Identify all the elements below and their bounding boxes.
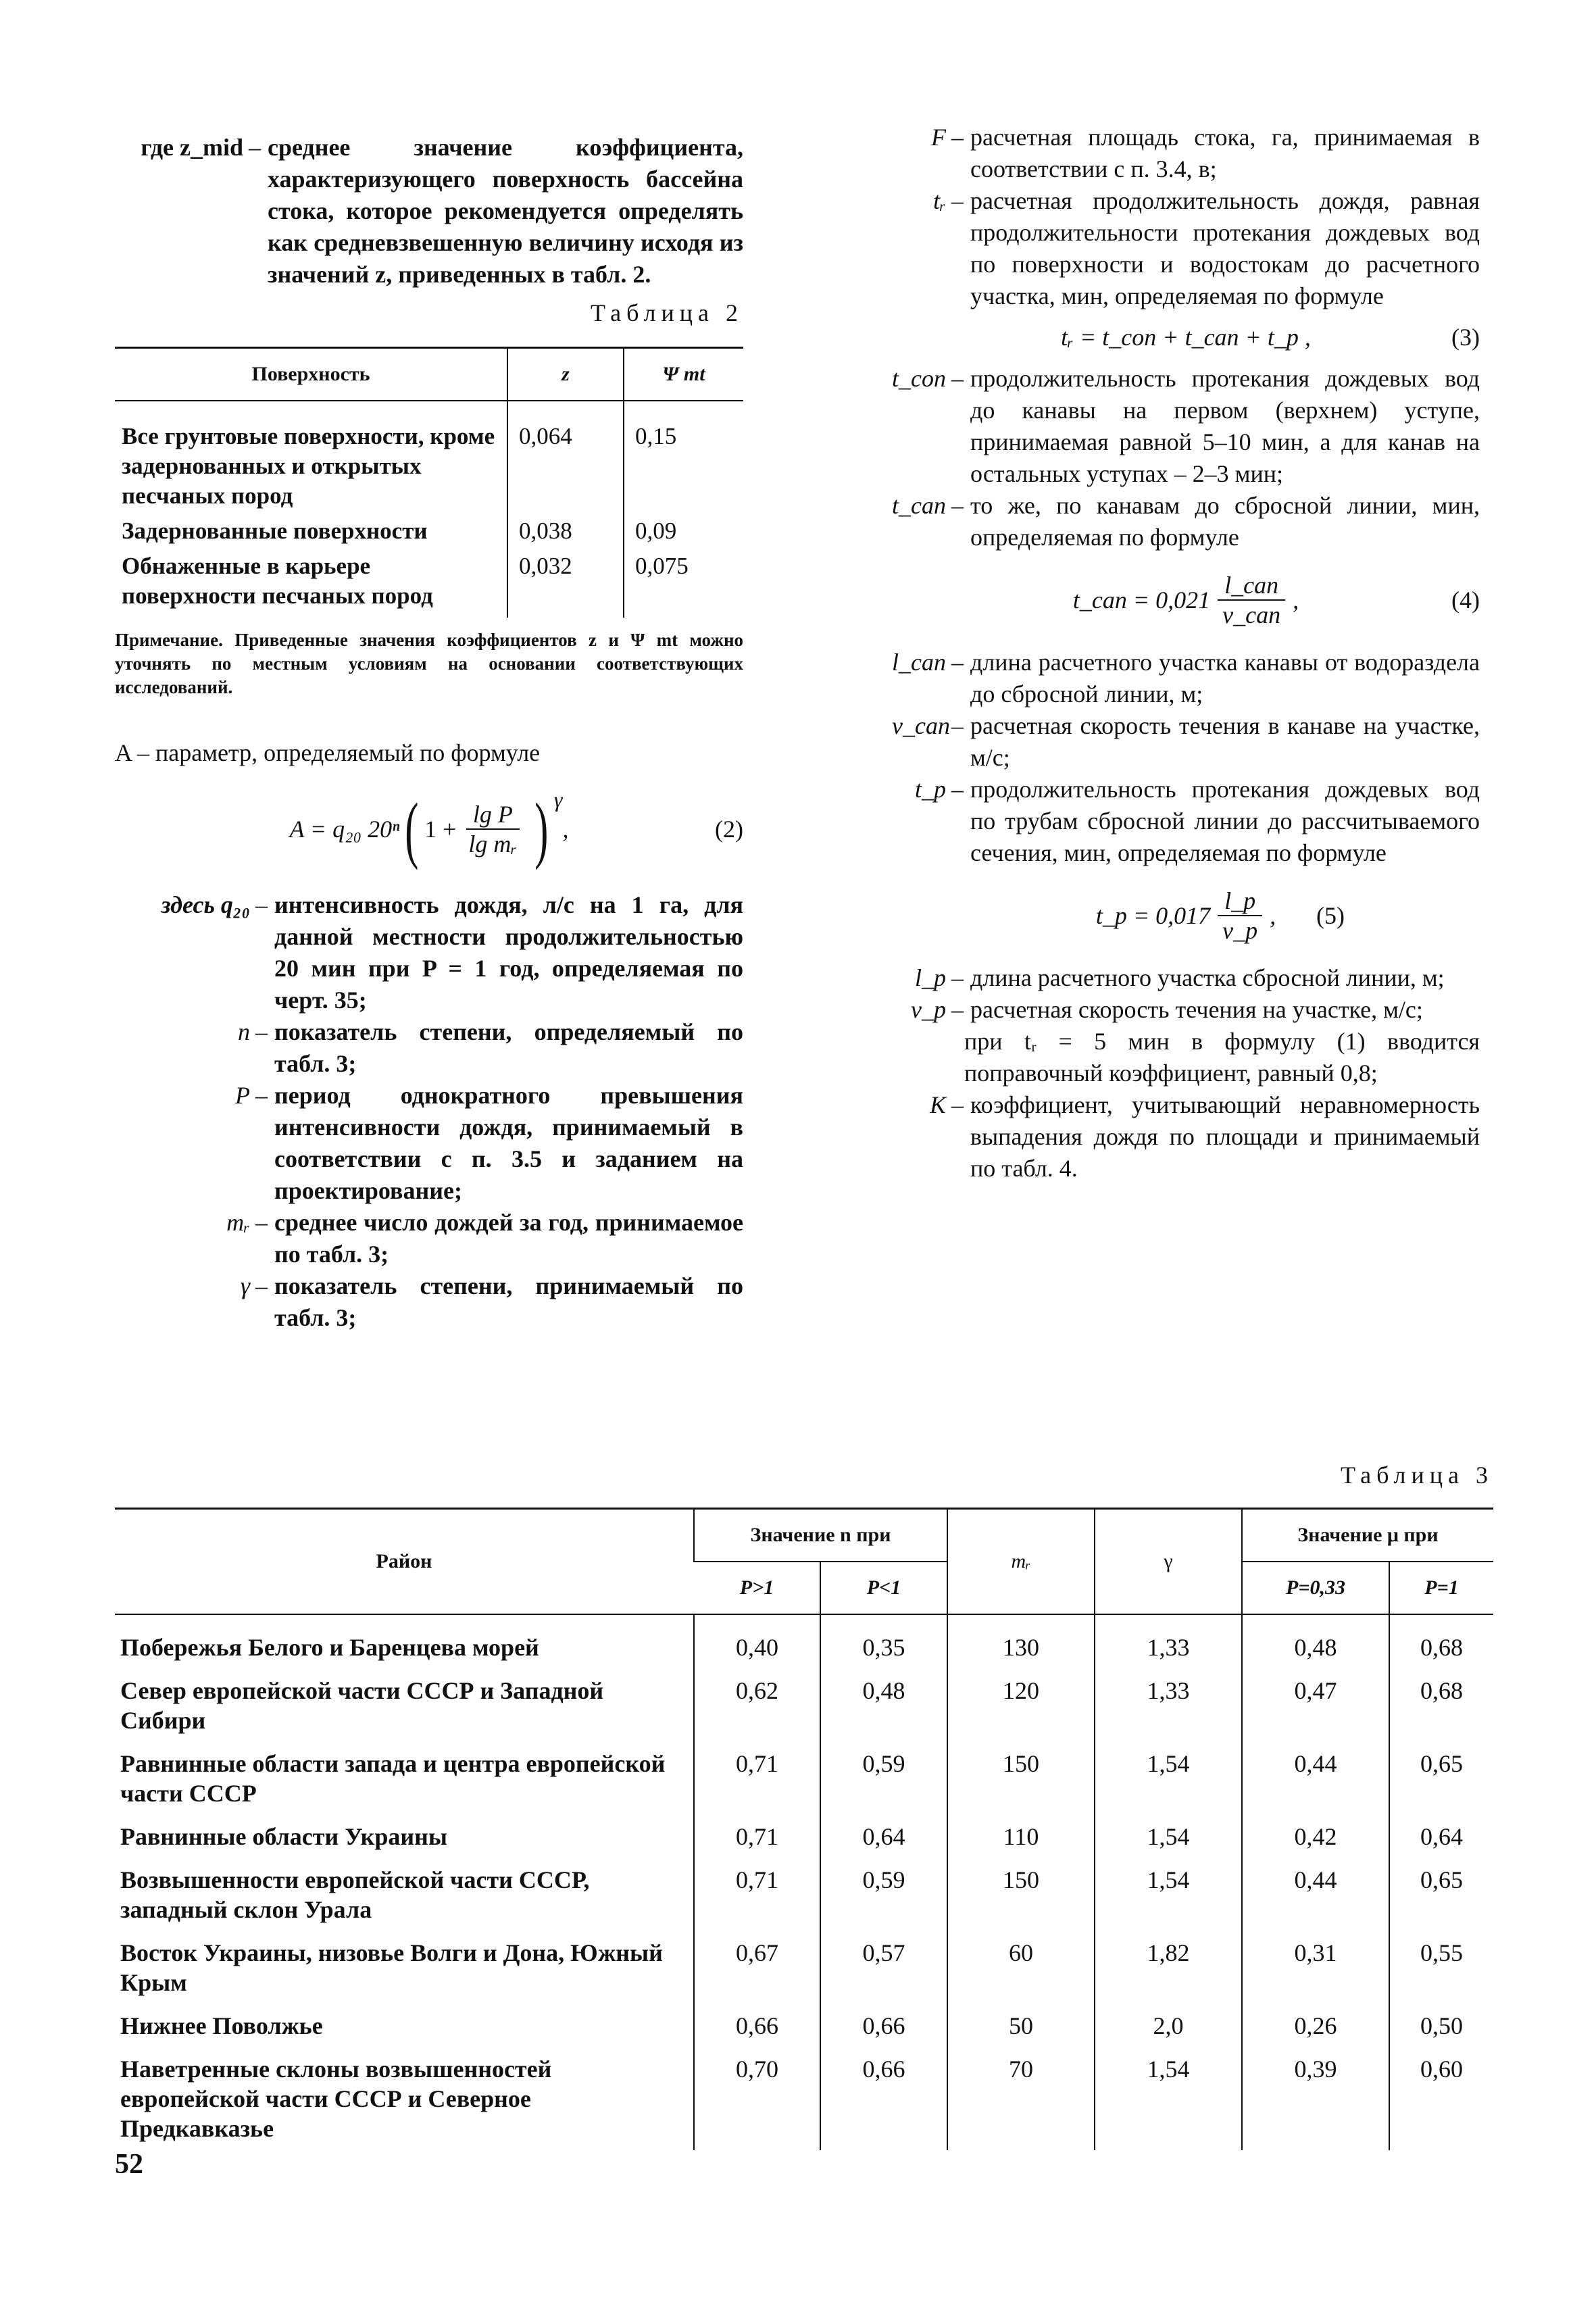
definitions-group-4: [892, 962, 1480, 1185]
table2-header-z: z: [507, 348, 624, 401]
formula2-denominator: lg mᵣ: [468, 830, 518, 857]
table-row: [115, 1815, 1493, 1858]
formula2-fraction: [462, 800, 524, 858]
table3-cell-mu-1: 0,64: [1389, 1815, 1493, 1858]
definition-text: то же, по канавам до сбросной линии, мин, определяемая по формуле: [970, 492, 1480, 551]
table3-cell-gamma: 1,54: [1095, 1742, 1242, 1815]
definition-row: n – показатель степени, определяемый по табл. 3;: [115, 1016, 743, 1080]
table-row: [115, 1742, 1493, 1815]
table2-cell-psi: 0,075: [624, 549, 743, 618]
definitions-group-1: [892, 122, 1480, 312]
table3-cell-region: Наветренные склоны возвышенностей европейской части СССР и Северное Предкавказье: [120, 2056, 552, 2142]
table3-cell-n-gt: 0,67: [694, 1931, 820, 2004]
table3-header-region: Район: [115, 1509, 694, 1615]
table3-header-mu-group: Значение μ при: [1242, 1509, 1493, 1562]
formula-4: t_can = 0,021 $\frac{\text{l\_can}}{\text{v\_can}}$ , (4): [1072, 572, 1480, 628]
table2-caption: Таблица 2: [591, 299, 743, 326]
definition-symbol: где z_mid: [141, 134, 243, 161]
table-2: [115, 347, 743, 618]
definition-text: среднее значение коэффициента, характеризующего поверхность бассейна стока, которое рекомендуется определять как средневзвешенную величину исходя из значений z, приведенных в табл. 2.: [268, 134, 743, 288]
table-row: [115, 1931, 1493, 2004]
definition-text: показатель степени, определяемый по табл. 3;: [274, 1018, 743, 1077]
table3-cell-mr: 60: [947, 1931, 1095, 2004]
table3-cell-n-gt: 0,66: [694, 2004, 820, 2047]
intro-definition: где z_mid – среднее значение коэффициента, характеризующего поверхность бассейна стока, которое рекомендуется определять как средневзвешенную величину исходя из значений z, приведенных в табл. 2.: [115, 132, 743, 291]
formula2-lhs: A = q₂₀ 20ⁿ: [289, 815, 400, 843]
definition-row: l_can – длина расчетного участка канавы от водораздела до сбросной линии, м;: [892, 647, 1480, 710]
definition-row: tᵣ – расчетная продолжительность дождя, равная продолжительности протекания дождевых вод по поверхности и водостокам до расчетного участка, мин, определяемая по формуле: [892, 185, 1480, 312]
table3-cell-n-gt: 0,70: [694, 2047, 820, 2150]
table3-cell-region: Север европейской части СССР и Западной Сибири: [120, 1677, 604, 1734]
formula4-fraction: [1216, 571, 1287, 629]
definition-row: здесь q₂₀ – интенсивность дождя, л/с на 1 га, для данной местности продолжительностью 20 мин при P = 1 год, определяемая по черт. 35;: [115, 889, 743, 1016]
table3-header-n-gt: P>1: [694, 1562, 820, 1614]
table3-cell-mr: 120: [947, 1669, 1095, 1742]
table-row: [115, 1858, 1493, 1931]
left-column: [115, 132, 743, 1334]
definition-text: период однократного превышения интенсивности дождя, принимаемый в соответствии с п. 3.5 и заданием на проектирование;: [274, 1082, 743, 1204]
definition-row: [892, 1026, 1480, 1089]
table3-cell-mu-1: 0,60: [1389, 2047, 1493, 2150]
formula4-denominator: v_can: [1222, 601, 1281, 628]
table3-cell-mu-033: 0,44: [1242, 1742, 1389, 1815]
table3-cell-mu-1: 0,65: [1389, 1742, 1493, 1815]
table3-cell-region: Равнинные области запада и центра европейской части СССР: [120, 1750, 666, 1807]
definition-text: показатель степени, принимаемый по табл. 3;: [274, 1272, 743, 1331]
definitions-group-2: [892, 363, 1480, 553]
right-column: [892, 122, 1480, 1185]
table3-cell-gamma: 1,54: [1095, 1815, 1242, 1858]
definition-row: γ – показатель степени, принимаемый по табл. 3;: [115, 1270, 743, 1334]
table3-header-gamma: γ: [1095, 1509, 1242, 1615]
formula2-number: (2): [715, 815, 743, 843]
table2-header-psi: Ψ mt: [624, 348, 743, 401]
table3-cell-mu-1: 0,50: [1389, 2004, 1493, 2047]
table3-header-mu-1: P=1: [1389, 1562, 1493, 1614]
table3-cell-mu-033: 0,39: [1242, 2047, 1389, 2150]
definition-text: расчетная скорость течения на участке, м/с;: [970, 996, 1423, 1023]
definition-row: v_can – расчетная скорость течения в канаве на участке, м/с;: [892, 710, 1480, 774]
definition-text: коэффициент, учитывающий неравномерность выпадения дождя по площади и принимаемый по табл. 4.: [970, 1091, 1480, 1182]
formula4-numerator: l_can: [1218, 571, 1285, 601]
table3-cell-n-lt: 0,59: [820, 1742, 947, 1815]
definition-text: при tᵣ = 5 мин в формулу (1) вводится поправочный коэффициент, равный 0,8;: [964, 1028, 1480, 1087]
table3-cell-mr: 50: [947, 2004, 1095, 2047]
table3-cell-region: Возвышенности европейской части СССР, западный склон Урала: [120, 1866, 590, 1923]
definition-row: v_p – расчетная скорость течения на участке, м/с;: [892, 994, 1480, 1026]
table3-cell-mu-033: 0,44: [1242, 1858, 1389, 1931]
table3-cell-mu-033: 0,26: [1242, 2004, 1389, 2047]
formula2-numerator: lg P: [466, 800, 520, 830]
definition-row: t_p – продолжительность протекания дождевых вод по трубам сбросной линии до рассчитываемого сечения, мин, определяемая по формуле: [892, 774, 1480, 869]
table3-cell-mr: 130: [947, 1614, 1095, 1669]
formula5-number: (5): [1316, 901, 1345, 929]
table3-cell-mu-033: 0,47: [1242, 1669, 1389, 1742]
formula3-body: tᵣ = t_con + t_can + t_p ,: [1061, 324, 1311, 351]
definition-text: длина расчетного участка канавы от водораздела до сбросной линии, м;: [970, 649, 1480, 707]
definition-symbol: t_p: [914, 776, 946, 803]
table3-cell-n-gt: 0,71: [694, 1742, 820, 1815]
definition-text: расчетная скорость течения в канаве на участке, м/с;: [970, 712, 1480, 771]
formula5-numerator: l_p: [1218, 887, 1262, 916]
table3-cell-mu-1: 0,65: [1389, 1858, 1493, 1931]
table2-header-surface: Поверхность: [115, 348, 507, 401]
table3-cell-gamma: 1,54: [1095, 1858, 1242, 1931]
definition-symbol: l_p: [914, 964, 946, 991]
table3-cell-n-gt: 0,40: [694, 1614, 820, 1669]
definition-symbol: γ: [240, 1272, 250, 1299]
table3-header-n-group: Значение n при: [694, 1509, 947, 1562]
page-number: 52: [115, 2149, 143, 2180]
formula5-fraction: [1216, 887, 1264, 945]
table-row: [115, 514, 743, 549]
table2-cell-surface: Задернованные поверхности: [122, 518, 428, 544]
table3-cell-n-gt: 0,71: [694, 1815, 820, 1858]
table3-header-mr: mᵣ: [947, 1509, 1095, 1615]
definition-row: l_p – длина расчетного участка сбросной линии, м;: [892, 962, 1480, 994]
definition-row: F – расчетная площадь стока, га, принимаемая в соответствии с п. 3.4, в;: [892, 122, 1480, 185]
table3-cell-n-lt: 0,35: [820, 1614, 947, 1669]
table-row: [115, 2004, 1493, 2047]
table3-cell-region: Побережья Белого и Баренцева морей: [120, 1634, 539, 1661]
table3-cell-gamma: 2,0: [1095, 2004, 1242, 2047]
table3-cell-mu-033: 0,42: [1242, 1815, 1389, 1858]
table3-cell-mu-033: 0,31: [1242, 1931, 1389, 2004]
table3-cell-n-lt: 0,66: [820, 2004, 947, 2047]
formula5-denominator: v_p: [1222, 917, 1258, 944]
table3-cell-n-lt: 0,64: [820, 1815, 947, 1858]
table-row: [115, 549, 743, 618]
definition-symbol: здесь q₂₀: [161, 891, 250, 918]
table3-cell-mr: 150: [947, 1742, 1095, 1815]
table3-cell-gamma: 1,54: [1095, 2047, 1242, 2150]
table3-cell-n-lt: 0,57: [820, 1931, 947, 2004]
definition-row: t_con – продолжительность протекания дождевых вод до канавы на первом (верхнем) уступе, принимаемая равной 5–10 мин, а для канав на остальных уступах – 2–3 мин;: [892, 363, 1480, 490]
formula4-lhs: t_can = 0,021: [1072, 586, 1211, 614]
formula-5: t_p = 0,017 $\frac{l\_p}{v\_p}$ , (5): [1095, 887, 1345, 944]
definition-text: продолжительность протекания дождевых вод до канавы на первом (верхнем) уступе, принимаемая равной 5–10 мин, а для канав на остальных уступах – 2–3 мин;: [970, 365, 1480, 487]
table2-cell-z: 0,032: [507, 549, 624, 618]
definition-text: расчетная продолжительность дождя, равная продолжительности протекания дождевых вод по поверхности и водостокам до расчетного участка, мин, определяемая по формуле: [970, 187, 1480, 309]
table3-cell-region: Равнинные области Украины: [120, 1823, 448, 1850]
definitions-group-3: [892, 647, 1480, 869]
param-a-intro: A – параметр, определяемый по формуле: [115, 739, 541, 766]
formula5-lhs: t_p = 0,017: [1095, 901, 1211, 929]
formula3-number: (3): [1451, 324, 1480, 351]
table3-caption: Таблица 3: [1341, 1462, 1493, 1489]
table3-block: [115, 1460, 1493, 2150]
table2-cell-z: 0,064: [507, 401, 624, 514]
table-row: [115, 1614, 1493, 1669]
definition-symbol: F: [931, 124, 946, 151]
definition-row: K – коэффициент, учитывающий неравномерность выпадения дождя по площади и принимаемый по табл. 4.: [892, 1089, 1480, 1185]
table2-cell-psi: 0,09: [624, 514, 743, 549]
table3-cell-gamma: 1,82: [1095, 1931, 1242, 2004]
table3-cell-mr: 70: [947, 2047, 1095, 2150]
definition-symbol: P: [235, 1082, 250, 1109]
table3-cell-n-gt: 0,71: [694, 1858, 820, 1931]
definition-symbol: v_can: [892, 712, 950, 739]
table2-cell-z: 0,038: [507, 514, 624, 549]
table2-cell-surface: Обнаженные в карьере поверхности песчаных пород: [122, 553, 433, 609]
formula-3: [892, 322, 1480, 353]
definition-text: среднее число дождей за год, принимаемое по табл. 3;: [274, 1209, 743, 1268]
table3-cell-n-lt: 0,59: [820, 1858, 947, 1931]
table3-cell-mu-1: 0,68: [1389, 1614, 1493, 1669]
definition-row: mᵣ – среднее число дождей за год, принимаемое по табл. 3;: [115, 1207, 743, 1270]
table3-cell-n-lt: 0,48: [820, 1669, 947, 1742]
table-row: [115, 1669, 1493, 1742]
table3-cell-gamma: 1,33: [1095, 1614, 1242, 1669]
definition-text: расчетная площадь стока, га, принимаемая в соответствии с п. 3.4, в;: [970, 124, 1480, 182]
definition-text: длина расчетного участка сбросной линии, м;: [970, 964, 1445, 991]
definition-row: t_can – то же, по канавам до сбросной линии, мин, определяемая по формуле: [892, 490, 1480, 553]
table2-cell-psi: 0,15: [624, 401, 743, 514]
table3-header-n-lt: P<1: [820, 1562, 947, 1614]
definition-symbol: l_can: [892, 649, 946, 676]
table-row: [115, 2047, 1493, 2150]
table3-cell-mr: 150: [947, 1858, 1095, 1931]
table3-cell-gamma: 1,33: [1095, 1669, 1242, 1742]
formula-2: A = q₂₀ 20ⁿ ( 1 + $\frac{\text{lg P}}{\text{lg mᵣ}}$ ) $^\gamma$ , (2): [289, 787, 743, 870]
definition-text: интенсивность дождя, л/с на 1 га, для данной местности продолжительностью 20 мин при P = 1 год, определяемая по черт. 35;: [274, 891, 743, 1014]
definition-symbol: mᵣ: [226, 1209, 250, 1236]
table-row: [115, 401, 743, 514]
table3-cell-mu-1: 0,68: [1389, 1669, 1493, 1742]
table3-cell-mr: 110: [947, 1815, 1095, 1858]
table2-cell-surface: Все грунтовые поверхности, кроме задернованных и открытых песчаных пород: [122, 423, 495, 509]
table3-cell-n-gt: 0,62: [694, 1669, 820, 1742]
table2-note: Примечание. Приведенные значения коэффициентов z и Ψ mt можно уточнять по местным условиям на основании соответствующих исследований.: [115, 630, 743, 697]
table3-cell-mu-033: 0,48: [1242, 1614, 1389, 1669]
definition-symbol: t_can: [892, 492, 946, 519]
table3-cell-n-lt: 0,66: [820, 2047, 947, 2150]
definition-symbol: K: [929, 1091, 946, 1118]
definition-row: P – период однократного превышения интенсивности дождя, принимаемый в соответствии с п. 3.5 и заданием на проектирование;: [115, 1080, 743, 1207]
definition-symbol: n: [238, 1018, 250, 1045]
definition-symbol: tᵣ: [933, 187, 946, 214]
formula2-definitions: [115, 889, 743, 1334]
table3-cell-mu-1: 0,55: [1389, 1931, 1493, 2004]
definition-text: продолжительность протекания дождевых вод по трубам сбросной линии до рассчитываемого сечения, мин, определяемая по формуле: [970, 776, 1480, 866]
definition-symbol: t_con: [892, 365, 946, 392]
table3-cell-region: Нижнее Поволжье: [120, 2012, 323, 2039]
table3-header-mu-033: P=0,33: [1242, 1562, 1389, 1614]
formula4-number: (4): [1451, 586, 1480, 614]
table-3: [115, 1508, 1493, 2150]
table3-cell-region: Восток Украины, низовье Волги и Дона, Южный Крым: [120, 1939, 663, 1996]
definition-symbol: v_p: [911, 996, 946, 1023]
